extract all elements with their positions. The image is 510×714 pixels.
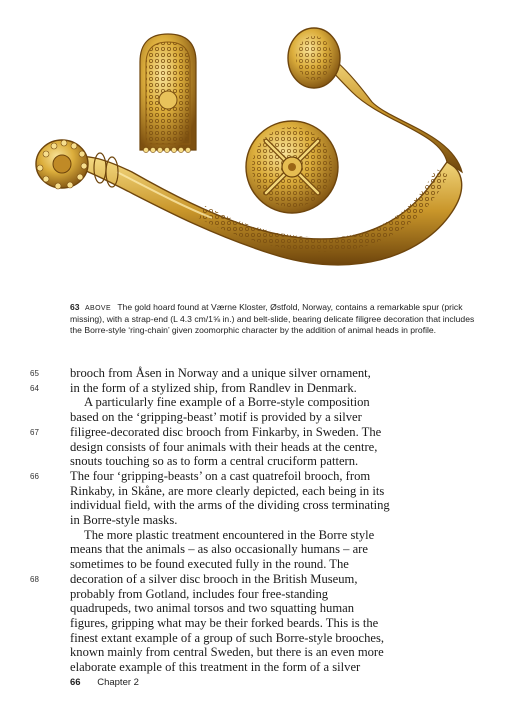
text-line: The more plastic treatment encountered in the Borre style: [84, 527, 375, 542]
text-line: individual field, with the arms of the dividing cross terminating: [70, 498, 390, 513]
figure-number: 63: [70, 302, 80, 312]
text-line: 65 brooch from Åsen in Norway and a unique silver ornament,: [30, 366, 371, 380]
text-line: quadrupeds, two animal torsos and two squatting human: [70, 601, 355, 616]
text-line: snouts touching so as to form a central cruciform pattern.: [70, 454, 359, 469]
margin-figure-ref[interactable]: 66: [30, 471, 39, 481]
paragraph-1: [30, 366, 482, 395]
text-line: known mainly from central Sweden, but there is an even more: [70, 645, 384, 660]
belt-slide-disc: [246, 121, 338, 213]
caption-text: The gold hoard found at Værne Kloster, Østfold, Norway, contains a remarkable spur (prick missing), with a strap-end (L 4.3 cm/1⅝ in.) and belt-slide, bearing delicate filigree decoration that includes the Borre-style ‘ring-chain’ given zoomorphic character by the addition of animal heads in profile.: [70, 302, 475, 336]
body-text: [30, 366, 482, 675]
spur: [36, 28, 462, 265]
text-line: based on the ‘gripping-beast’ motif is provided by a silver: [70, 410, 362, 425]
margin-figure-ref[interactable]: 64: [30, 383, 39, 393]
text-line: in Borre-style masks.: [70, 513, 178, 528]
text-line: Rinkaby, in Skåne, are more clearly depicted, each being in its: [70, 483, 385, 498]
paragraph-3: [30, 527, 482, 675]
text-line: A particularly fine example of a Borre-style composition: [84, 395, 370, 410]
text-line: elaborate example of this treatment in the form of a silver: [70, 660, 361, 675]
text-line: sometimes to be found executed fully in the round. The: [70, 557, 349, 572]
text-line: finest extant example of a group of such Borre-style brooches,: [70, 630, 385, 645]
page-number: 66: [70, 677, 81, 688]
chapter-label: Chapter 2: [97, 677, 139, 688]
text-line: means that the animals – as also occasionally humans – are: [70, 542, 368, 557]
page-footer: [70, 677, 139, 688]
margin-figure-ref[interactable]: 65: [30, 369, 39, 378]
margin-figure-ref[interactable]: 68: [30, 574, 39, 584]
margin-figure-ref[interactable]: 67: [30, 427, 39, 437]
text-line: 64 in the form of a stylized ship, from Randlev in Denmark.: [30, 380, 357, 395]
paragraph-2: [30, 395, 482, 528]
text-line: 66 The four ‘gripping-beasts’ on a cast quatrefoil brooch, from: [30, 468, 371, 483]
text-line: 67 filigree-decorated disc brooch from Finkarby, in Sweden. The: [30, 424, 382, 439]
text-line: 68 decoration of a silver disc brooch in the British Museum,: [30, 571, 358, 586]
strap-end-plaque: [140, 34, 196, 153]
text-line: design consists of four animals with their heads at the centre,: [70, 439, 378, 454]
gold-hoard-photo: [22, 22, 480, 292]
figure-position: ABOVE: [84, 305, 112, 312]
text-line: figures, gripping what may be their forked beards. This is the: [70, 615, 379, 630]
figure-caption: [70, 302, 480, 337]
text-line: probably from Gotland, includes four free-standing: [70, 586, 329, 601]
